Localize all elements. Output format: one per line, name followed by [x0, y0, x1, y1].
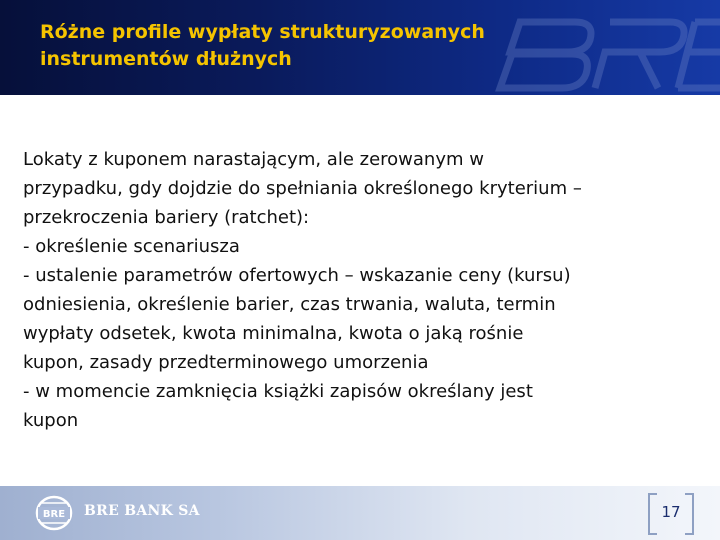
body-line: przypadku, gdy dojdzie do spełniania określonego kryterium –: [23, 178, 582, 199]
body-line: - określenie scenariusza: [23, 236, 240, 257]
slide-title-line-1: Różne profile wypłaty strukturyzowanych: [40, 21, 485, 43]
footer-brand-name: BRE BANK SA: [84, 503, 200, 519]
svg-text:BRE: BRE: [42, 509, 66, 520]
slide-title: [40, 19, 600, 73]
body-line: - ustalenie parametrów ofertowych – wskazanie ceny (kursu): [23, 265, 571, 286]
body-line: kupon: [23, 410, 79, 431]
slide-title-line-2: instrumentów dłużnych: [40, 48, 292, 70]
body-line: przekroczenia bariery (ratchet):: [23, 207, 310, 228]
body-line: odniesienia, określenie barier, czas trwania, waluta, termin: [23, 294, 556, 315]
header-band: [0, 0, 720, 95]
page-number-box: [648, 493, 694, 533]
body-line: kupon, zasady przedterminowego umorzenia: [23, 352, 429, 373]
body-text: [23, 145, 703, 435]
bre-globe-logo-icon: [34, 494, 74, 532]
page-number: 17: [661, 503, 681, 521]
body-line: Lokaty z kuponem narastającym, ale zerowanym w: [23, 149, 484, 170]
body-line: - w momencie zamknięcia książki zapisów określany jest: [23, 381, 533, 402]
body-line: wypłaty odsetek, kwota minimalna, kwota o jaką rośnie: [23, 323, 524, 344]
footer-bar: [0, 486, 720, 540]
